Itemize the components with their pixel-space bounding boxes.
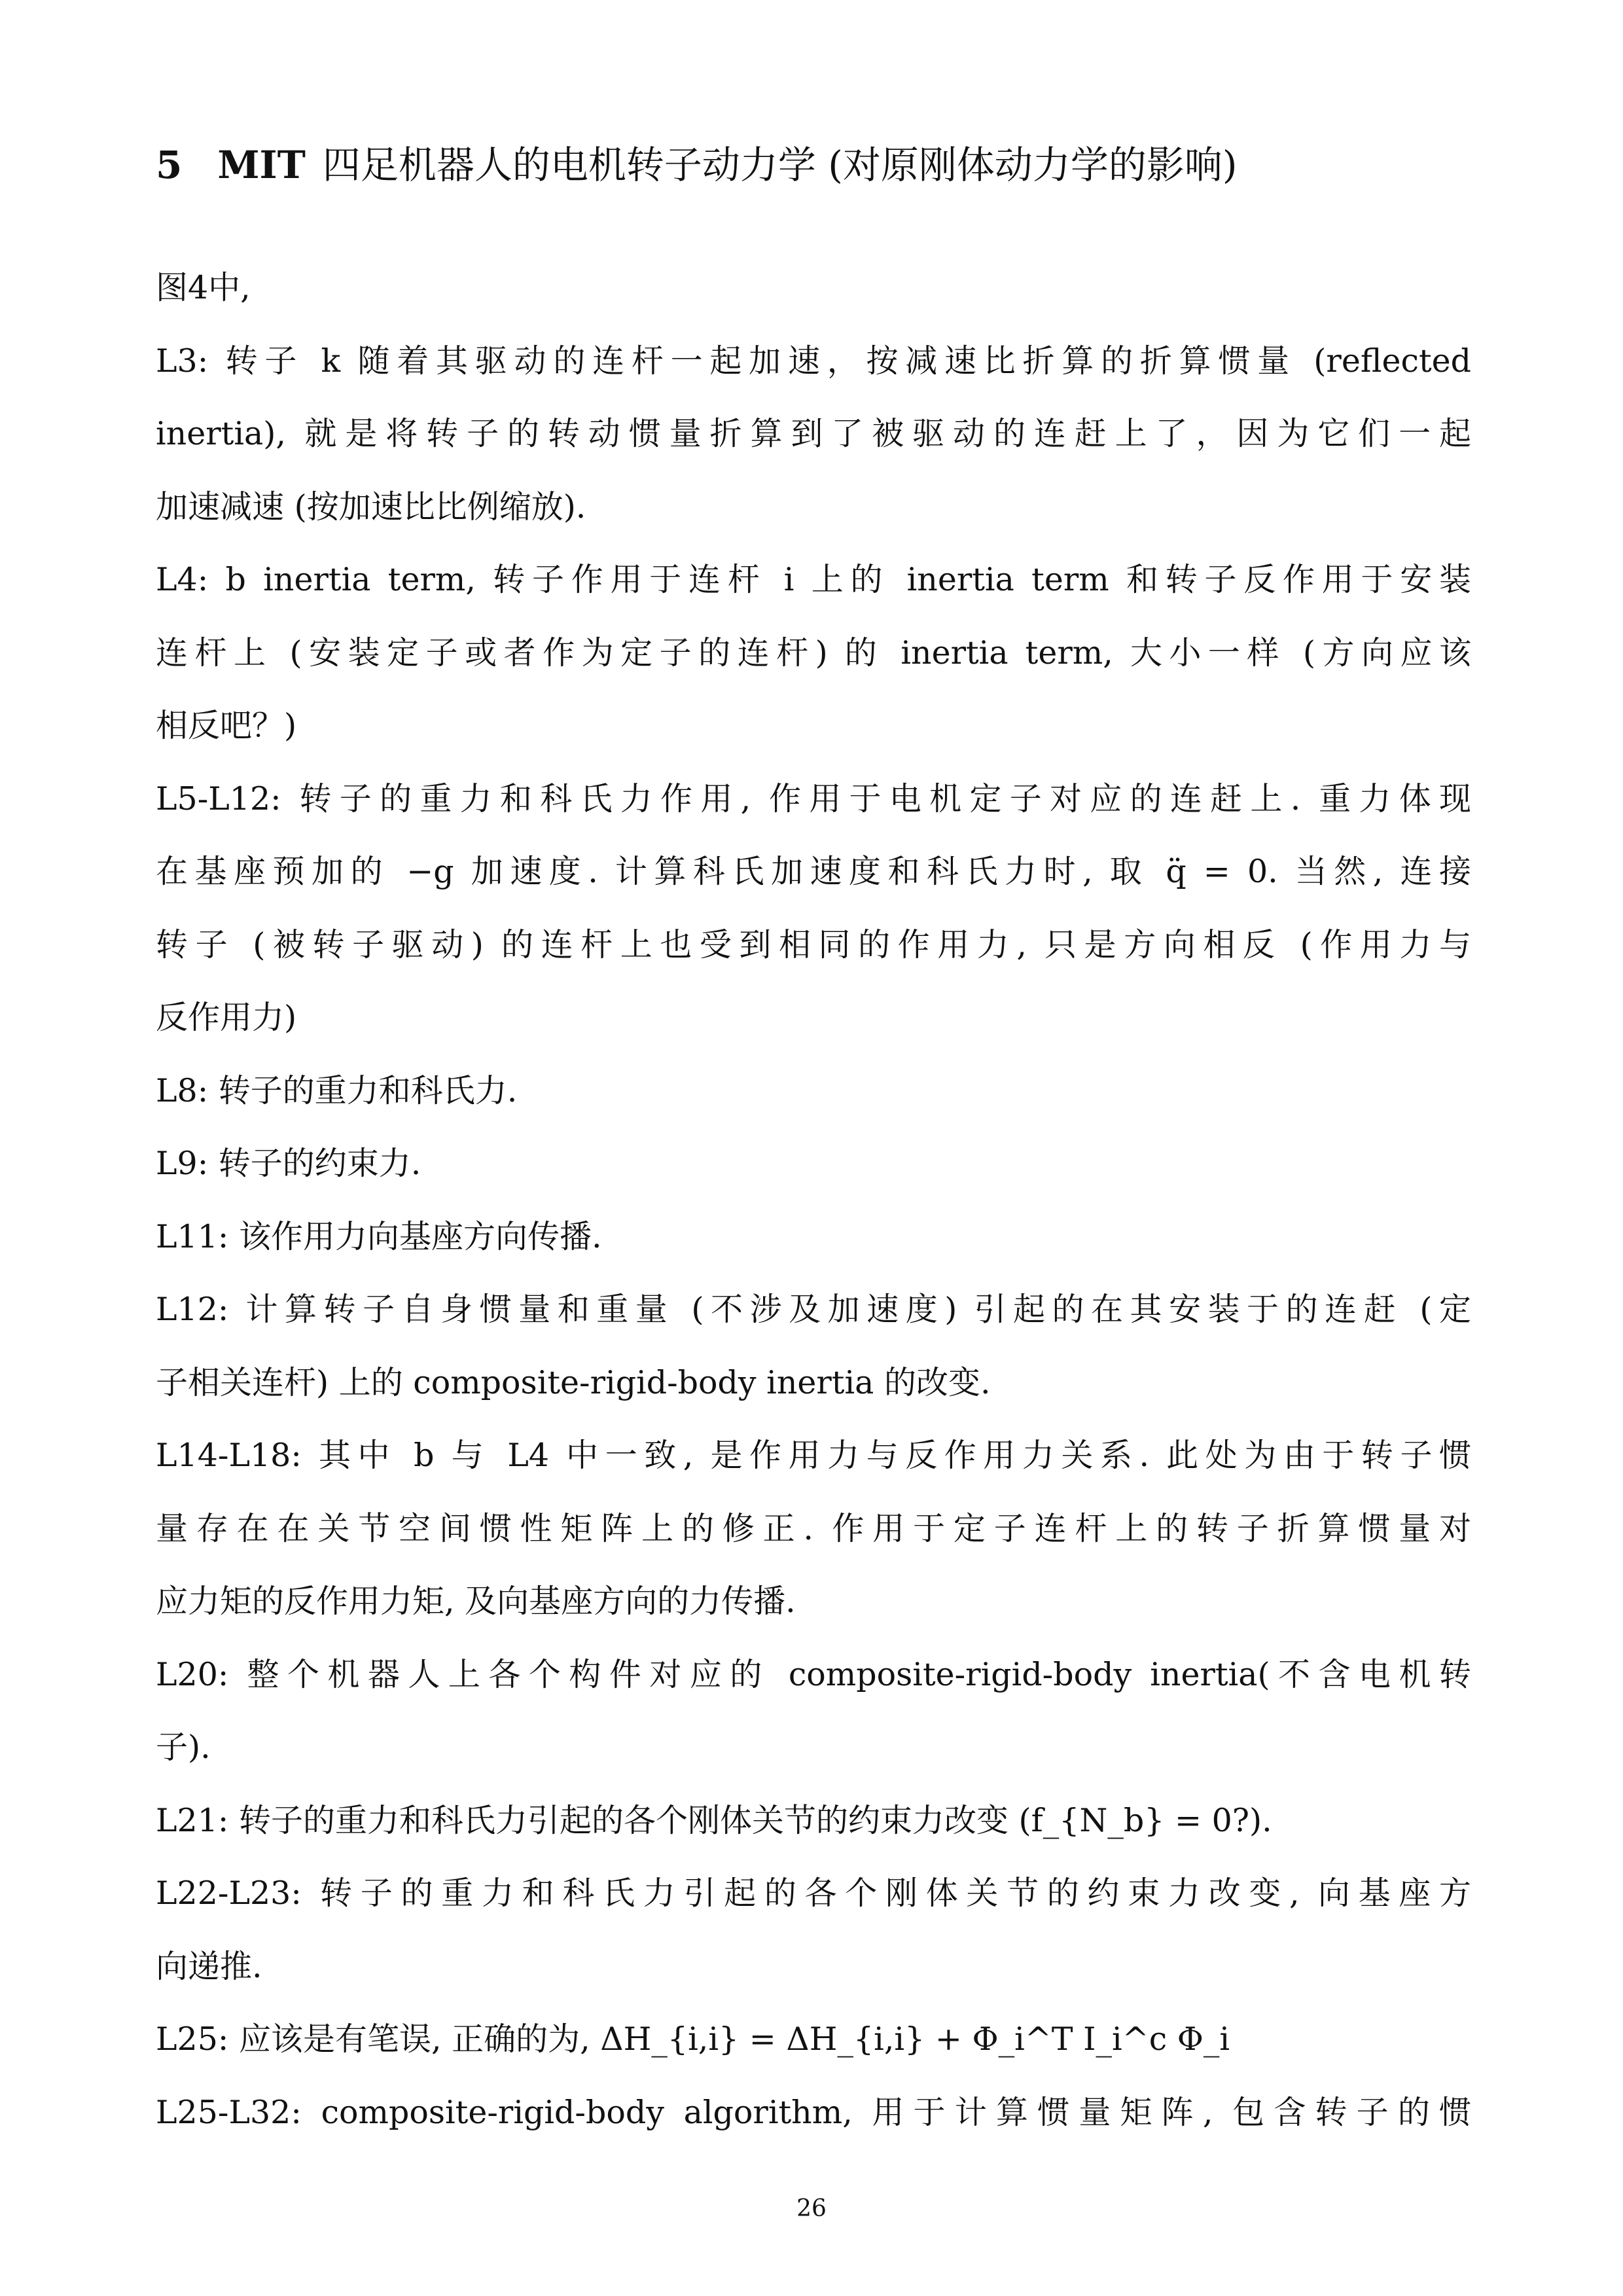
- section-title-bold: MIT: [217, 143, 306, 187]
- text-line: 反作用力): [156, 999, 297, 1036]
- text-line: L14-L18: 其中 b 与 L4 中一致, 是作用力与反作用力关系. 此处为由于转子惯: [156, 1437, 1471, 1474]
- text-line: L22-L23: 转子的重力和科氏力引起的各个刚体关节的约束力改变, 向基座方: [156, 1874, 1471, 1912]
- text-line: L3: 转子 k 随着其驱动的连杆一起加速，按减速比折算的折算惯量 (reflected: [156, 342, 1471, 380]
- text-line: L12: 计算转子自身惯量和重量 (不涉及加速度) 引起的在其安装于的连赶 (定: [156, 1291, 1471, 1328]
- page-number: 26: [796, 2195, 827, 2222]
- text-line: L25-L32: composite-rigid-body algorithm, 用于计算惯量矩阵, 包含转子的惯: [156, 2093, 1471, 2131]
- text-line: 在基座预加的 −g 加速度. 计算科氏加速度和科氏力时, 取 q̈ = 0. 当然, 连接: [156, 853, 1471, 890]
- page-content: [156, 139, 1471, 2149]
- text-line: L21: 转子的重力和科氏力引起的各个刚体关节的约束力改变 (f_{N_b} = 0?).: [156, 1801, 1272, 1839]
- text-line: 子).: [156, 1729, 211, 1766]
- text-line: 相反吧？): [156, 707, 297, 744]
- intro-line: 图4中,: [156, 269, 251, 306]
- section-title: 四足机器人的电机转子动力学 (对原刚体动力学的影响): [322, 143, 1238, 187]
- text-line: 转子 (被转子驱动) 的连杆上也受到相同的作用力, 只是方向相反 (作用力与: [156, 925, 1471, 963]
- text-line: L8: 转子的重力和科氏力.: [156, 1071, 518, 1109]
- text-line: 加速减速 (按加速比比例缩放).: [156, 488, 586, 526]
- section-heading: [156, 139, 1471, 191]
- text-line: L25: 应该是有笔误, 正确的为, ΔH_{i,i} = ΔH_{i,i} + Φ_i^T I_i^c Φ_i: [156, 2020, 1230, 2058]
- text-line: 子相关连杆) 上的 composite-rigid-body inertia 的改变.: [156, 1363, 991, 1401]
- text-line: 应力矩的反作用力矩, 及向基座方向的力传播.: [156, 1583, 796, 1620]
- text-line: 向递推.: [156, 1947, 262, 1985]
- text-line: 量存在在关节空间惯性矩阵上的修正. 作用于定子连杆上的转子折算惯量对: [156, 1509, 1471, 1547]
- text-line: L20: 整个机器人上各个构件对应的 composite-rigid-body inertia(不含电机转: [156, 1655, 1471, 1693]
- section-number: 5: [156, 143, 183, 187]
- text-line: L11: 该作用力向基座方向传播.: [156, 1217, 602, 1255]
- text-line: inertia), 就是将转子的转动惯量折算到了被驱动的连赶上了，因为它们一起: [156, 415, 1471, 452]
- text-line: 连杆上 (安装定子或者作为定子的连杆) 的 inertia term, 大小一样 (方向应该: [156, 634, 1471, 672]
- text-line: L9: 转子的约束力.: [156, 1145, 421, 1182]
- text-line: L4: b inertia term, 转子作用于连杆 i 上的 inertia term 和转子反作用于安装: [156, 561, 1471, 598]
- text-line: L5-L12: 转子的重力和科氏力作用, 作用于电机定子对应的连赶上. 重力体现: [156, 780, 1471, 817]
